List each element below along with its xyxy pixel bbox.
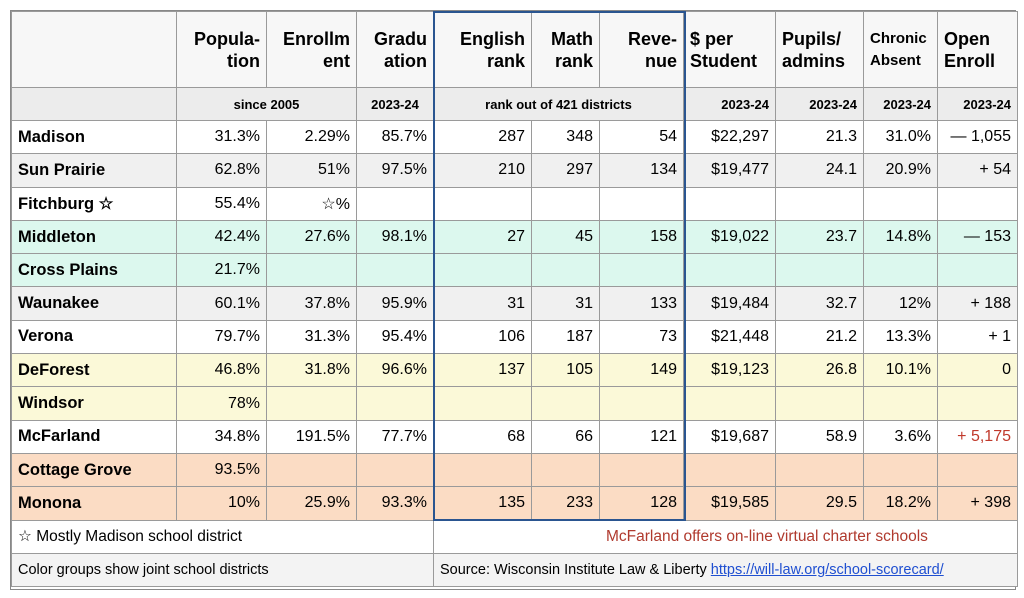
cell-pupils: 23.7 xyxy=(776,220,864,253)
cell-per-student: $19,585 xyxy=(684,487,776,520)
cell-math: 297 xyxy=(532,154,600,187)
cell-per-student xyxy=(684,187,776,220)
cell-absent xyxy=(864,453,938,486)
cell-per-student: $19,687 xyxy=(684,420,776,453)
col-revenue: Reve- nue xyxy=(600,12,684,88)
cell-pupils: 32.7 xyxy=(776,287,864,320)
col-per-student: $ per Student xyxy=(684,12,776,88)
cell-absent xyxy=(864,387,938,420)
col-population: Popula- tion xyxy=(177,12,267,88)
cell-graduation: 95.4% xyxy=(357,320,434,353)
cell-math: 187 xyxy=(532,320,600,353)
cell-english: 137 xyxy=(434,354,532,387)
cell-english: 210 xyxy=(434,154,532,187)
cell-absent xyxy=(864,254,938,287)
cell-population: 31.3% xyxy=(177,121,267,154)
cell-pupils: 24.1 xyxy=(776,154,864,187)
school-scorecard-table xyxy=(10,10,1016,590)
cell-math: 233 xyxy=(532,487,600,520)
cell-enrollment xyxy=(267,254,357,287)
cell-graduation: 77.7% xyxy=(357,420,434,453)
cell-open: — 1,055 xyxy=(938,121,1018,154)
subheader-absent-year: 2023-24 xyxy=(864,88,938,121)
cell-english xyxy=(434,453,532,486)
col-english-rank: English rank xyxy=(434,12,532,88)
subheader-since: since 2005 xyxy=(177,88,357,121)
table-row xyxy=(12,453,1018,486)
footnote-row xyxy=(12,520,1018,553)
district-name: Fitchburg ☆ xyxy=(12,187,177,220)
table-row xyxy=(12,254,1018,287)
cell-revenue xyxy=(600,254,684,287)
cell-graduation xyxy=(357,254,434,287)
table-row xyxy=(12,287,1018,320)
cell-population: 78% xyxy=(177,387,267,420)
cell-revenue xyxy=(600,187,684,220)
cell-math: 45 xyxy=(532,220,600,253)
subheader-rank-note: rank out of 421 districts xyxy=(434,88,684,121)
district-name: Madison xyxy=(12,121,177,154)
cell-enrollment xyxy=(267,453,357,486)
data-table xyxy=(11,11,1018,587)
cell-english xyxy=(434,254,532,287)
cell-pupils xyxy=(776,453,864,486)
cell-per-student xyxy=(684,387,776,420)
cell-math: 31 xyxy=(532,287,600,320)
cell-pupils xyxy=(776,187,864,220)
table-row xyxy=(12,487,1018,520)
cell-revenue: 149 xyxy=(600,354,684,387)
cell-absent: 12% xyxy=(864,287,938,320)
subheader-grad-year: 2023-24 xyxy=(357,88,434,121)
district-name: DeForest xyxy=(12,354,177,387)
col-chronic-absent: Chronic Absent xyxy=(864,12,938,88)
cell-absent: 18.2% xyxy=(864,487,938,520)
cell-population: 21.7% xyxy=(177,254,267,287)
cell-revenue: 158 xyxy=(600,220,684,253)
cell-enrollment: 31.8% xyxy=(267,354,357,387)
cell-math xyxy=(532,387,600,420)
cell-population: 34.8% xyxy=(177,420,267,453)
table-body xyxy=(12,121,1018,521)
cell-enrollment: 2.29% xyxy=(267,121,357,154)
col-enrollment: Enrollm ent xyxy=(267,12,357,88)
header-row xyxy=(12,12,1018,88)
district-name: Waunakee xyxy=(12,287,177,320)
table-row xyxy=(12,154,1018,187)
corner-cell xyxy=(12,12,177,88)
cell-graduation: 97.5% xyxy=(357,154,434,187)
subheader-row xyxy=(12,88,1018,121)
district-name: Sun Prairie xyxy=(12,154,177,187)
district-name: Windsor xyxy=(12,387,177,420)
cell-english xyxy=(434,387,532,420)
district-name: Middleton xyxy=(12,220,177,253)
source-label: Source: Wisconsin Institute Law & Liberty xyxy=(440,561,711,578)
cell-graduation: 93.3% xyxy=(357,487,434,520)
cell-population: 79.7% xyxy=(177,320,267,353)
cell-graduation: 98.1% xyxy=(357,220,434,253)
district-name: Verona xyxy=(12,320,177,353)
source-cell xyxy=(434,553,1018,586)
cell-open xyxy=(938,254,1018,287)
cell-population: 60.1% xyxy=(177,287,267,320)
cell-population: 93.5% xyxy=(177,453,267,486)
cell-graduation xyxy=(357,453,434,486)
cell-pupils: 21.2 xyxy=(776,320,864,353)
cell-revenue xyxy=(600,453,684,486)
col-open-enroll: Open Enroll xyxy=(938,12,1018,88)
table-row xyxy=(12,187,1018,220)
cell-per-student: $19,484 xyxy=(684,287,776,320)
cell-pupils: 29.5 xyxy=(776,487,864,520)
cell-absent: 13.3% xyxy=(864,320,938,353)
source-row xyxy=(12,553,1018,586)
cell-absent: 3.6% xyxy=(864,420,938,453)
cell-per-student: $19,123 xyxy=(684,354,776,387)
cell-revenue: 73 xyxy=(600,320,684,353)
cell-english: 287 xyxy=(434,121,532,154)
district-name: Cross Plains xyxy=(12,254,177,287)
cell-population: 10% xyxy=(177,487,267,520)
cell-revenue: 133 xyxy=(600,287,684,320)
cell-absent xyxy=(864,187,938,220)
cell-open: + 398 xyxy=(938,487,1018,520)
cell-population: 42.4% xyxy=(177,220,267,253)
cell-absent: 14.8% xyxy=(864,220,938,253)
cell-math: 66 xyxy=(532,420,600,453)
cell-enrollment: ☆% xyxy=(267,187,357,220)
cell-math: 348 xyxy=(532,121,600,154)
cell-per-student xyxy=(684,453,776,486)
cell-per-student: $19,477 xyxy=(684,154,776,187)
cell-population: 46.8% xyxy=(177,354,267,387)
col-graduation: Gradu ation xyxy=(357,12,434,88)
cell-revenue: 134 xyxy=(600,154,684,187)
cell-enrollment: 51% xyxy=(267,154,357,187)
cell-graduation xyxy=(357,387,434,420)
cell-math: 105 xyxy=(532,354,600,387)
subheader-blank xyxy=(12,88,177,121)
cell-open: + 5,175 xyxy=(938,420,1018,453)
cell-pupils: 21.3 xyxy=(776,121,864,154)
cell-enrollment: 31.3% xyxy=(267,320,357,353)
cell-open: + 1 xyxy=(938,320,1018,353)
cell-open xyxy=(938,187,1018,220)
cell-population: 55.4% xyxy=(177,187,267,220)
cell-revenue: 128 xyxy=(600,487,684,520)
cell-open: + 188 xyxy=(938,287,1018,320)
cell-enrollment: 25.9% xyxy=(267,487,357,520)
district-name: McFarland xyxy=(12,420,177,453)
cell-absent: 10.1% xyxy=(864,354,938,387)
cell-pupils xyxy=(776,387,864,420)
mcfarland-note: McFarland offers on-line virtual charter schools xyxy=(434,520,1018,553)
cell-open xyxy=(938,453,1018,486)
cell-absent: 20.9% xyxy=(864,154,938,187)
table-row xyxy=(12,121,1018,154)
cell-graduation: 95.9% xyxy=(357,287,434,320)
cell-english: 27 xyxy=(434,220,532,253)
cell-enrollment: 191.5% xyxy=(267,420,357,453)
cell-math xyxy=(532,254,600,287)
cell-enrollment: 37.8% xyxy=(267,287,357,320)
cell-revenue xyxy=(600,387,684,420)
cell-revenue: 54 xyxy=(600,121,684,154)
cell-per-student xyxy=(684,254,776,287)
cell-english: 135 xyxy=(434,487,532,520)
subheader-per-student-year: 2023-24 xyxy=(684,88,776,121)
cell-per-student: $22,297 xyxy=(684,121,776,154)
cell-per-student: $21,448 xyxy=(684,320,776,353)
cell-absent: 31.0% xyxy=(864,121,938,154)
cell-open: 0 xyxy=(938,354,1018,387)
cell-math xyxy=(532,187,600,220)
table-row xyxy=(12,354,1018,387)
cell-english: 68 xyxy=(434,420,532,453)
cell-graduation: 96.6% xyxy=(357,354,434,387)
cell-pupils: 58.9 xyxy=(776,420,864,453)
cell-english: 31 xyxy=(434,287,532,320)
table-row xyxy=(12,420,1018,453)
cell-enrollment: 27.6% xyxy=(267,220,357,253)
cell-pupils: 26.8 xyxy=(776,354,864,387)
subheader-pupils-year: 2023-24 xyxy=(776,88,864,121)
col-pupils-admins: Pupils/ admins xyxy=(776,12,864,88)
cell-revenue: 121 xyxy=(600,420,684,453)
cell-english xyxy=(434,187,532,220)
district-name: Monona xyxy=(12,487,177,520)
cell-graduation: 85.7% xyxy=(357,121,434,154)
cell-math xyxy=(532,453,600,486)
cell-english: 106 xyxy=(434,320,532,353)
cell-pupils xyxy=(776,254,864,287)
cell-population: 62.8% xyxy=(177,154,267,187)
col-math-rank: Math rank xyxy=(532,12,600,88)
subheader-open-year: 2023-24 xyxy=(938,88,1018,121)
cell-enrollment xyxy=(267,387,357,420)
cell-open: — 153 xyxy=(938,220,1018,253)
cell-per-student: $19,022 xyxy=(684,220,776,253)
color-note: Color groups show joint school districts xyxy=(12,553,434,586)
table-row xyxy=(12,320,1018,353)
cell-open: + 54 xyxy=(938,154,1018,187)
table-row xyxy=(12,220,1018,253)
star-note: ☆ Mostly Madison school district xyxy=(12,520,434,553)
cell-open xyxy=(938,387,1018,420)
table-row xyxy=(12,387,1018,420)
source-link[interactable]: https://will-law.org/school-scorecard/ xyxy=(710,561,944,578)
district-name: Cottage Grove xyxy=(12,453,177,486)
cell-graduation xyxy=(357,187,434,220)
